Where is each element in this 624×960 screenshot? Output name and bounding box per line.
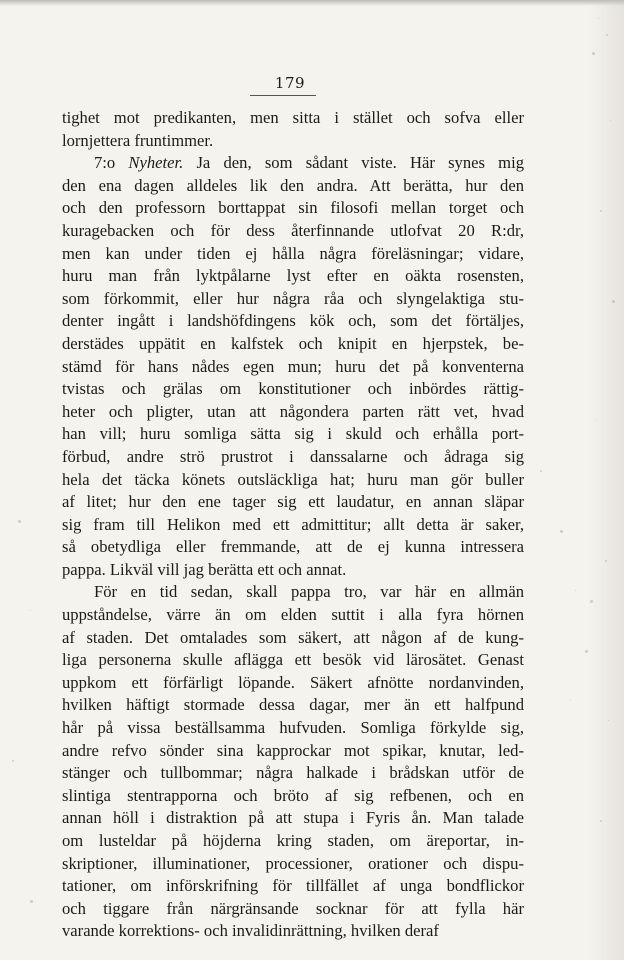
paper-speck [605, 560, 607, 562]
page-top-edge [0, 0, 624, 6]
paper-speck [590, 600, 593, 603]
text-line: denter ingått i landshöfdingens kök och, som det förtäljes, [62, 311, 524, 331]
text-line: och den professorn borttappat sin filosofi mellan torget och [62, 198, 524, 218]
text-line: derstädes uppätit en kalfstek och knipit en hjerpstek, be- [62, 333, 524, 353]
text-line: liga personerna skulle aflägga ett besök vid lärosätet. Genast [62, 650, 524, 670]
paper-speck [606, 34, 608, 36]
paper-speck [600, 210, 602, 212]
text-line-content: Ja den, som sådant viste. Här synes mig [183, 153, 524, 173]
text-line [62, 152, 524, 175]
text-line: stänger och tullbommar; några halkade i brådskan utför de [62, 763, 524, 783]
text-line: uppkom ett förfärligt löpande. Säkert afnötte nordanvinden, [62, 672, 524, 692]
text-line: annan höll i distraktion på att stupa i Fyris ån. Man talade [62, 808, 524, 828]
paper-speck [610, 120, 611, 121]
text-line: kuragebacken och för dess återfinnande utlofvat 20 R:dr, [62, 220, 524, 240]
text-line: af staden. Det omtalades som säkert, att någon af de kung- [62, 627, 524, 647]
text-line: förbud, andre strö prustrot i danssalarne och ådraga sig [62, 446, 524, 466]
text-line: tvistas och grälas om konstitutioner och inbördes rättig- [62, 379, 524, 399]
text-line: varande korrektions- och invalidinrättning, hvilken deraf [62, 921, 439, 941]
text-line: För en tid sedan, skall pappa tro, var här en allmän [94, 582, 524, 602]
text-line: han vill; huru somliga sätta sig i skuld och erhålla port- [62, 424, 524, 444]
text-line: skriptioner, illuminationer, processioner, orationer och dispu- [62, 853, 524, 873]
section-number: 7:o [94, 153, 129, 173]
body-text [62, 107, 524, 943]
section-heading: Nyheter. [128, 153, 184, 173]
paper-speck [592, 52, 595, 55]
paper-speck [18, 520, 21, 523]
text-line: tationer, om införskrifning för tillfället af unga bondflickor [62, 876, 524, 896]
paper-speck [608, 720, 609, 721]
text-line: af litet; hur den ene tager sig ett laudatur, en annan släpar [62, 492, 524, 512]
text-line: pappa. Likväl vill jag berätta ett och annat. [62, 559, 347, 579]
paper-speck [612, 300, 615, 303]
text-line: hela det täcka könets outsläckliga hat; huru man gör buller [62, 469, 524, 489]
paragraph [62, 581, 524, 943]
text-line: stämd för hans nådes egen mun; huru det på konventerna [62, 356, 524, 376]
text-line: lornjettera fruntimmer. [62, 130, 214, 150]
text-line: den ena dagen alldeles lik den andra. Att berätta, hur den [62, 175, 524, 195]
text-line: hvilken häftigt stormade dessa dagar, mer än ett halfpund [62, 695, 524, 715]
paragraph [62, 152, 524, 581]
text-line: sig fram till Helikon med ett admittitur; allt detta är saker, [62, 514, 524, 534]
page-edge-shadow [588, 0, 624, 960]
paper-speck [596, 420, 597, 421]
text-line: tighet mot predikanten, men sitta i stället och sofva eller [62, 108, 524, 127]
text-line: andre refvo sönder sina kapprockar mot spikar, knutar, led- [62, 740, 524, 760]
paper-speck [520, 880, 522, 882]
paper-speck [30, 610, 31, 611]
text-line: som förkommit, eller hur några råa och slyngelaktiga stu- [62, 288, 524, 308]
text-line: huru man från lyktpålarne lyst efter en oäkta rosensten, [62, 266, 524, 286]
text-line: men kan under tiden ej hålla några föreläsningar; vidare, [62, 243, 524, 263]
paper-speck [600, 820, 602, 822]
paper-speck [570, 700, 571, 701]
paper-speck [12, 760, 14, 762]
text-line: så obetydliga eller fremmande, att de ej kunna intressera [62, 537, 524, 557]
text-line: hår på vissa beställsamma hufvuden. Somliga förkylde sig, [62, 718, 524, 738]
paper-speck [585, 650, 588, 653]
paper-speck [560, 530, 563, 533]
paper-speck [575, 590, 576, 591]
paper-speck [598, 18, 599, 19]
paragraph [62, 107, 524, 152]
page-number-rule [250, 95, 316, 96]
page-number: 179 [274, 74, 306, 92]
paper-speck [540, 470, 542, 472]
text-line: heter och pligter, utan att någondera parten rätt vet, hvad [62, 401, 524, 421]
text-line: och tiggare från närgränsande socknar för att fylla här [62, 898, 524, 918]
text-line: om lusteldar på höjderna kring staden, om äreportar, in- [62, 831, 524, 850]
text-line: uppståndelse, värre än om elden suttit i alla fyra hörnen [62, 605, 524, 625]
paper-speck [30, 900, 33, 903]
text-line: slintiga stentrapporna och bröto af sig refbenen, och en [62, 785, 524, 805]
